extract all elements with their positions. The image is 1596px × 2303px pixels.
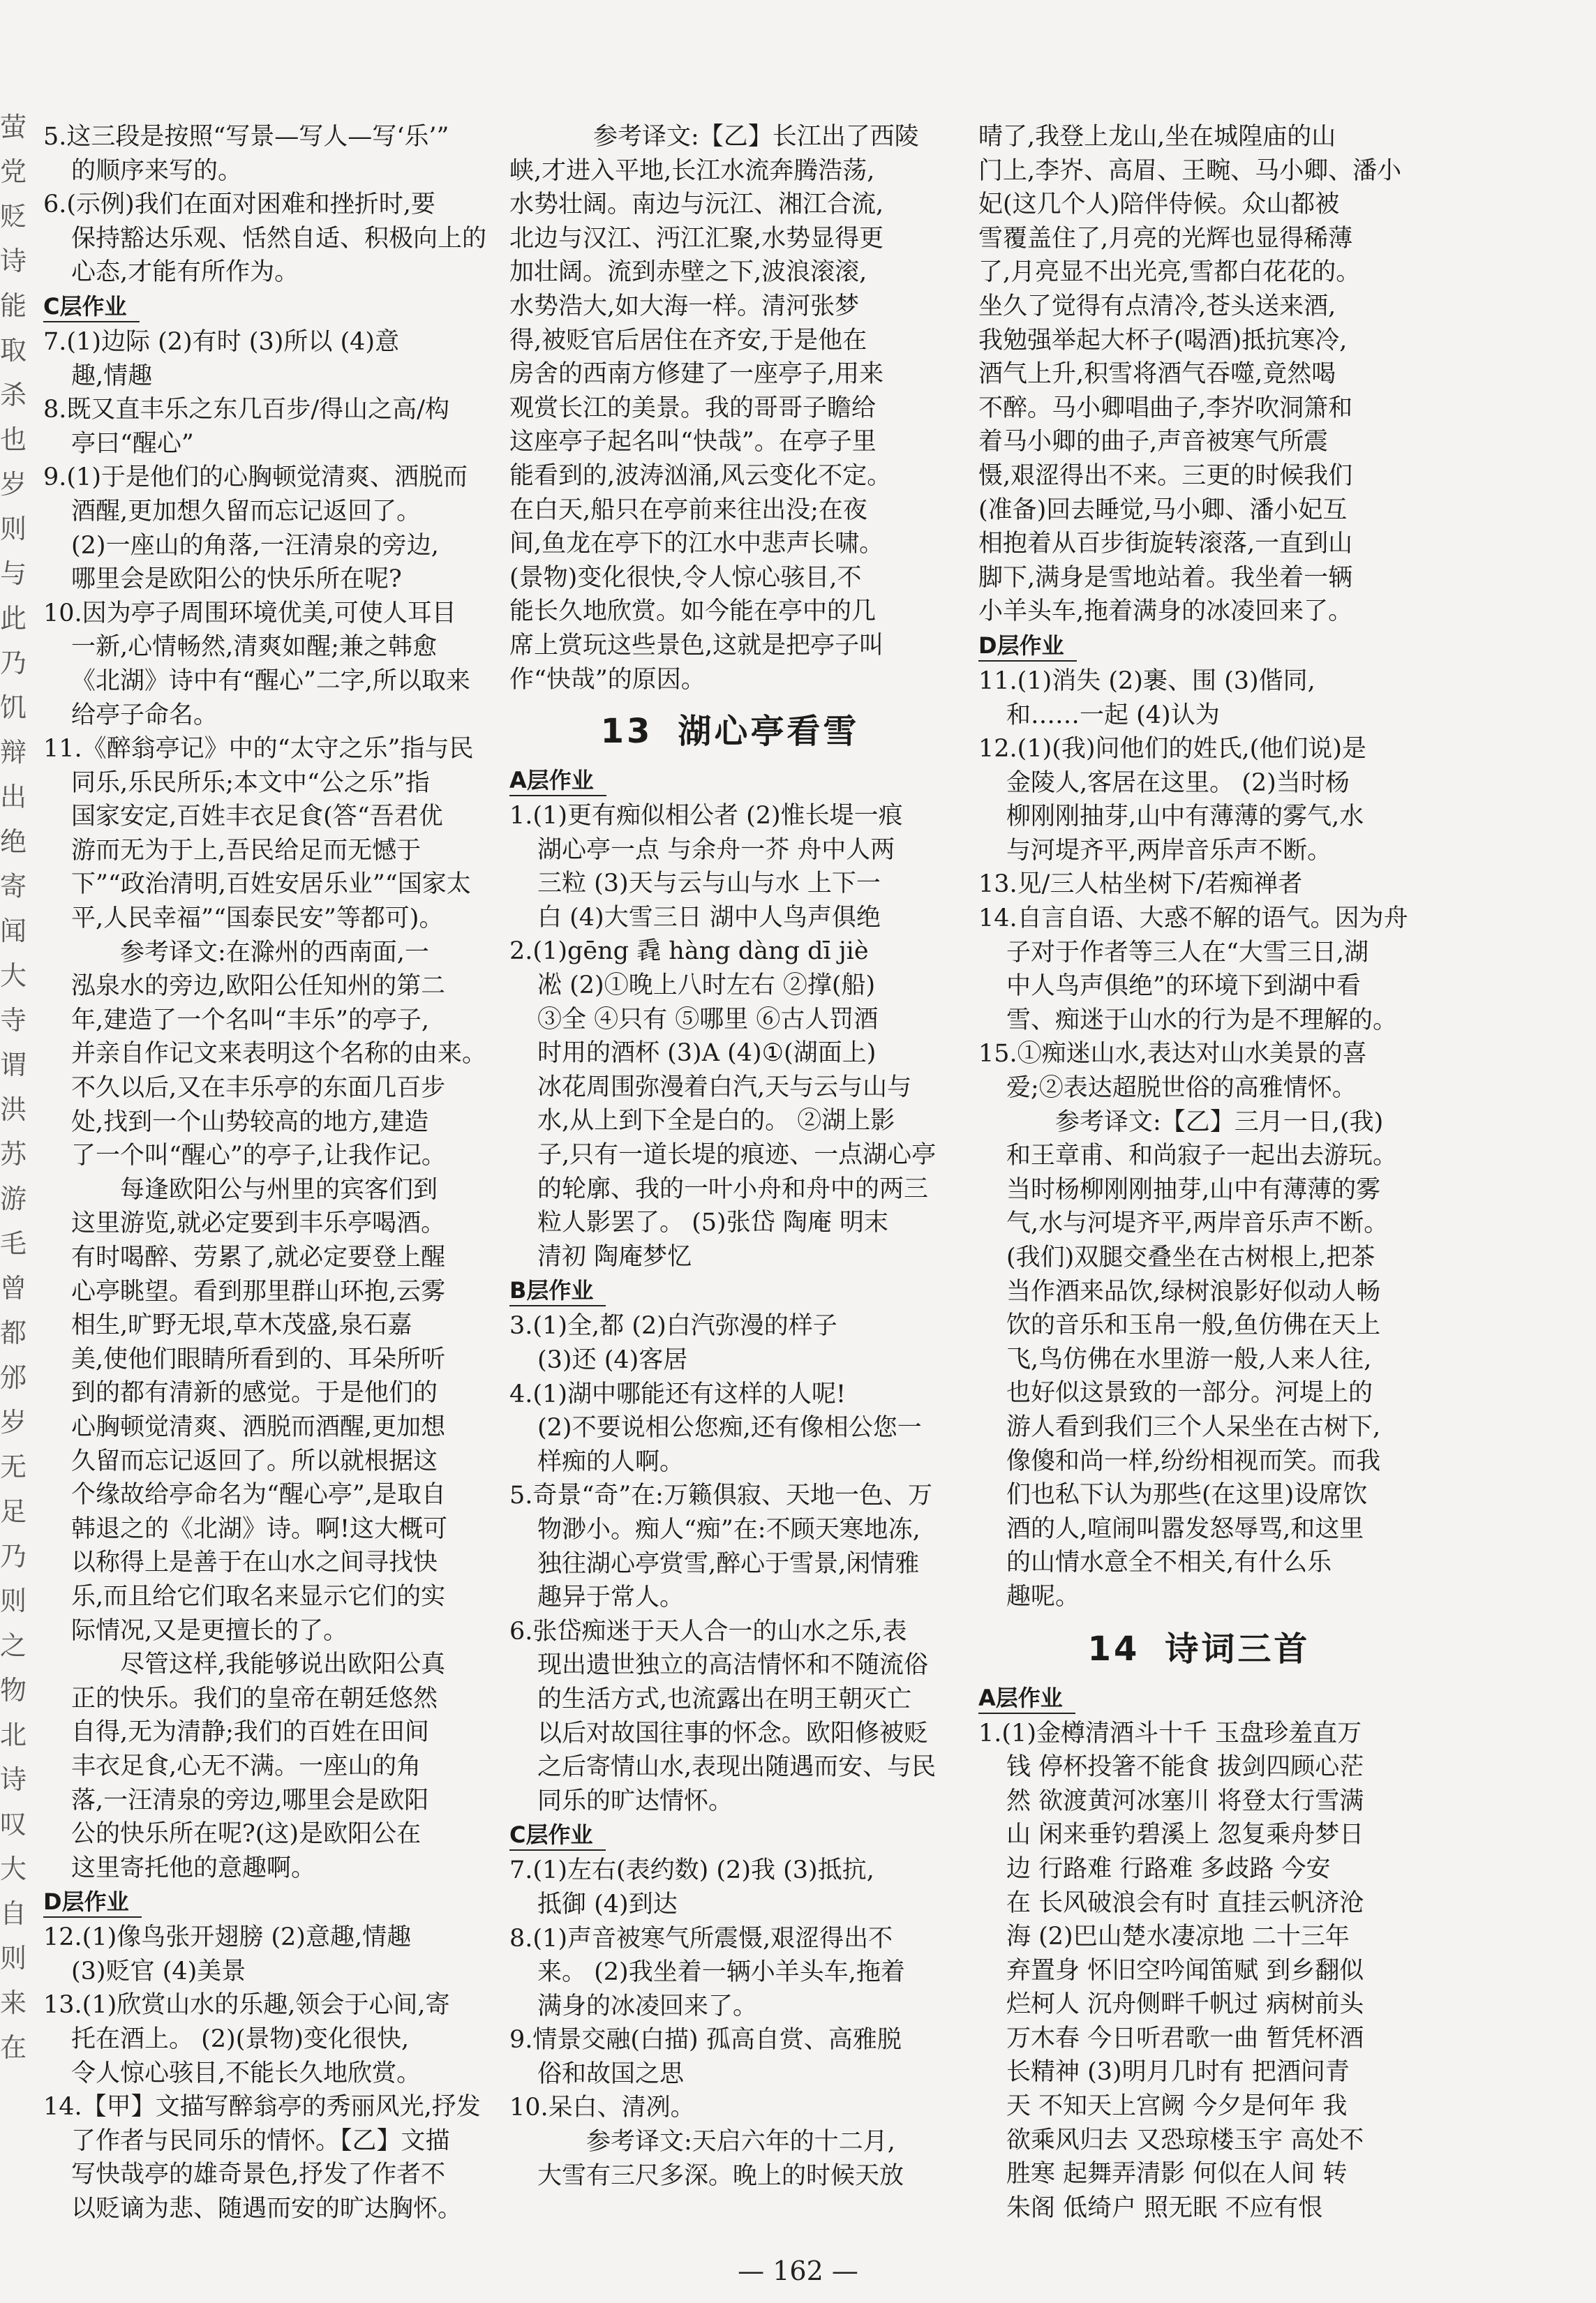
answer-line: 《北湖》诗中有“醒心”二字,所以取来	[71, 666, 470, 695]
translation-line: 久留而忘记返回了。所以就根据这	[71, 1447, 438, 1475]
answer-line: 写快哉亭的雄奇景色,抒发了作者不	[71, 2161, 446, 2189]
translation-line: 和王章甫、和尚寂子一起出去游玩。	[1006, 1142, 1398, 1170]
translation-line: 公的快乐所在呢?(这)是欧阳公在	[71, 1820, 422, 1849]
translation-line: 席上赏玩这些景色,这就是把亭子叫	[509, 631, 884, 659]
translation-line: 心胸顿觉清爽、洒脱而酒醒,更加想	[71, 1413, 446, 1441]
translation-line: 们也私下认为那些(在这里)设席饮	[1006, 1481, 1368, 1510]
answer-line: (3)贬官 (4)美景	[71, 1957, 246, 1985]
translation-line: 我勉强举起大杯子(喝酒)抵抗寒冷,	[978, 326, 1348, 355]
translation-line: 水势壮阔。南边与沅江、湘江合流,	[509, 191, 884, 219]
answer-column-middle	[509, 120, 950, 2193]
answer-line: 子,只有一道长堤的痕迹、一点湖心亭	[537, 1141, 937, 1170]
answer-line: 6.(示例)我们在面对困难和挫折时,要	[43, 191, 435, 219]
answer-line: 哪里会是欧阳公的快乐所在呢?	[71, 565, 402, 594]
answer-line: 酒醒,更加想久留而忘记返回了。	[71, 497, 422, 526]
translation-line: 参考译文:【乙】长江出了西陵	[593, 123, 919, 151]
translation-line: 美,使他们眼睛所看到的、耳朵所听	[71, 1345, 446, 1373]
answer-line: 11.《醉翁亭记》中的“太守之乐”指与民	[43, 735, 474, 763]
translation-line: 这里游览,就必定要到丰乐亭喝酒。	[71, 1209, 446, 1238]
translation-line: 尽管这样,我能够说出欧阳公真	[120, 1650, 446, 1679]
translation-line: 酒气上升,积雪将酒气吞噬,竟然喝	[978, 360, 1336, 389]
translation-line: 得,被贬官后居住在齐安,于是他在	[509, 326, 867, 355]
answer-line: 以后对故国往事的怀念。欧阳修被贬	[537, 1719, 929, 1747]
answer-line: 弃置身 怀旧空吟闻笛赋 到乡翻似	[1006, 1956, 1364, 1985]
answer-line: 水,从上到下全是白的。 ②湖上影	[537, 1107, 895, 1135]
translation-line: 也好似这景致的一部分。河堤上的	[1006, 1379, 1373, 1408]
answer-line: 长精神 (3)明月几时有 把酒问青	[1006, 2058, 1350, 2087]
translation-line: 参考译文:在滁州的西南面,一	[120, 938, 429, 967]
answer-line: 冰花周围弥漫着白汽,天与云与山与	[537, 1073, 912, 1101]
translation-line: 丰衣足食,心无不满。一座山的角	[71, 1752, 422, 1780]
answer-line: 保持豁达乐观、恬然自适、积极向上的	[71, 224, 487, 253]
translation-line: 饮的音乐和玉帛一般,鱼仿佛在天上	[1006, 1311, 1381, 1340]
answer-line: 在 长风破浪会有时 直挂云帆济沧	[1006, 1888, 1364, 1917]
lesson-number: 14	[1087, 1629, 1140, 1669]
answer-line: 心态,才能有所作为。	[71, 258, 299, 287]
translation-line: 韩退之的《北湖》诗。啊!这大概可	[71, 1514, 448, 1543]
answer-line: 9.(1)于是他们的心胸顿觉清爽、洒脱而	[43, 463, 468, 492]
translation-line: 年,建造了一个名叫“丰乐”的亭子,	[71, 1006, 430, 1034]
answer-line: 8.既又直丰乐之东几百步/得山之高/构	[43, 396, 449, 424]
answer-line: 万木春 今日听君歌一曲 暂凭杯酒	[1006, 2024, 1364, 2052]
answer-line: 然 欲渡黄河冰塞川 将登太行雪满	[1006, 1787, 1364, 1815]
translation-line: 参考译文:天启六年的十二月,	[586, 2128, 895, 2156]
answer-line: 14.【甲】文描写醉翁亭的秀丽风光,抒发	[43, 2093, 481, 2122]
translation-line: 以称得上是善于在山水之间寻找快	[71, 1549, 438, 1577]
translation-line: 落,一汪清泉的旁边,哪里会是欧阳	[71, 1786, 429, 1814]
answer-line: 趣异于常人。	[537, 1583, 685, 1612]
section-label-d: D层作业	[43, 1887, 142, 1918]
translation-line: 趣呢。	[1006, 1582, 1080, 1611]
answer-line: ③全 ④只有 ⑤哪里 ⑥古人罚酒	[537, 1005, 879, 1034]
translation-line: 坐久了觉得有点清冷,苍头送来酒,	[978, 292, 1336, 320]
answer-line: 7.(1)左右(表约数) (2)我 (3)抵抗,	[509, 1856, 874, 1885]
answer-line: 12.(1)像鸟张开翅膀 (2)意趣,情趣	[43, 1923, 412, 1952]
translation-line: 到的都有清新的感觉。于是他们的	[71, 1379, 438, 1408]
answer-line: 令人惊心骇目,不能长久地欣赏。	[71, 2059, 422, 2087]
translation-line: 个缘故给亭命名为“醒心亭”,是取自	[71, 1481, 446, 1510]
answer-line: 6.张岱痴迷于天人合一的山水之乐,表	[509, 1617, 907, 1646]
answer-line: 抵御 (4)到达	[537, 1890, 678, 1918]
translation-line: (准备)回去睡觉,马小卿、潘小妃互	[978, 495, 1348, 524]
answer-line: 5.这三段是按照“写景—写人—写‘乐’”	[43, 123, 449, 151]
answer-line: 的生活方式,也流露出在明王朝灭亡	[537, 1685, 912, 1713]
answer-line: 的轮廓、我的一叶小舟和舟中的两三	[537, 1175, 929, 1203]
translation-line: 间,鱼龙在亭下的江水中悲声长啸。	[509, 530, 884, 558]
answer-line: 9.情景交融(白描) 孤高自赏、高雅脱	[509, 2026, 902, 2055]
answer-line: 10.呆白、清冽。	[509, 2094, 695, 2122]
answer-line: 同乐的旷达情怀。	[537, 1787, 733, 1815]
translation-line: 了,月亮显不出光亮,雪都白花花的。	[978, 258, 1361, 287]
page-number: — 162 —	[738, 2256, 858, 2286]
translation-line: 正的快乐。我们的皇帝在朝廷悠然	[71, 1684, 438, 1713]
answer-line: 与河堤齐平,两岸音乐声不断。	[1006, 836, 1332, 865]
answer-line: 白 (4)大雪三日 湖中人鸟声俱绝	[537, 903, 881, 932]
answer-line: 物渺小。痴人“痴”在:不顾天寒地冻,	[537, 1515, 920, 1544]
answer-line: 下”“政治清明,百姓安居乐业”“国家太	[71, 870, 471, 899]
translation-line: 当作酒来品饮,绿树浪影好似动人畅	[1006, 1277, 1381, 1306]
translation-line: 酒的人,喧闹叫嚣发怒辱骂,和这里	[1006, 1514, 1364, 1543]
answer-line: (3)还 (4)客居	[537, 1346, 688, 1374]
answer-line: 中人鸟声俱绝”的环境下到湖中看	[1006, 972, 1361, 1001]
answer-line: 亭曰“醒心”	[71, 429, 194, 458]
translation-line: 泓泉水的旁边,欧阳公任知州的第二	[71, 972, 446, 1001]
translation-line: 妃(这几个人)陪伴侍候。众山都被	[978, 191, 1340, 219]
translation-line: (我们)双腿交叠坐在古树根上,把茶	[1006, 1244, 1375, 1272]
translation-line: 飞,鸟仿佛在水里游一般,人来人往,	[1006, 1345, 1372, 1373]
translation-line: 际情况,又是更擅长的了。	[71, 1616, 348, 1645]
section-label-a: A层作业	[509, 766, 606, 796]
answer-line: 爱;②表达超脱世俗的高雅情怀。	[1006, 1074, 1357, 1103]
translation-line: 像傻和尚一样,纷纷相视而笑。而我	[1006, 1447, 1381, 1475]
answer-line: 海 (2)巴山楚水凄凉地 二十三年	[1006, 1923, 1350, 1951]
lesson-number: 13	[600, 712, 653, 752]
answer-line: 凇 (2)①晚上八时左右 ②撑(船)	[537, 971, 876, 1000]
answer-line: 边 行路难 行路难 多歧路 今安	[1006, 1854, 1331, 1883]
translation-line: 这座亭子起名叫“快哉”。在亭子里	[509, 428, 877, 456]
translation-line: 并亲自作记文来表明这个名称的由来。	[71, 1040, 487, 1068]
translation-line: 大雪有三尺多深。晚上的时候天放	[537, 2161, 904, 2190]
answer-line: 1.(1)更有痴似相公者 (2)惟长堤一痕	[509, 802, 903, 830]
answer-line: 8.(1)声音被寒气所震慑,艰涩得出不	[509, 1924, 893, 1953]
translation-line: 着马小卿的曲子,声音被寒气所震	[978, 428, 1329, 456]
translation-line: 不久以后,又在丰乐亭的东面几百步	[71, 1074, 446, 1103]
answer-line: 给亭子命名。	[71, 701, 218, 729]
translation-line: 房舍的西南方修建了一座亭子,用来	[509, 360, 884, 389]
answer-line: 4.(1)湖中哪能还有这样的人呢!	[509, 1380, 847, 1408]
translation-line: 观赏长江的美景。我的哥哥子瞻给	[509, 394, 877, 422]
answer-line: 15.①痴迷山水,表达对山水美景的喜	[978, 1040, 1367, 1068]
translation-line: 北边与汉江、沔江汇聚,水势显得更	[509, 224, 884, 253]
translation-line: 了一个叫“醒心”的亭子,让我作记。	[71, 1142, 446, 1170]
translation-line: 相抱着从百步街旋转滚落,一直到山	[978, 530, 1353, 558]
answer-line: 清初 陶庵梦忆	[537, 1242, 692, 1271]
answer-line: 之后寄情山水,表现出随遇而安、与民	[537, 1753, 937, 1782]
answer-line: 粒人影罢了。 (5)张岱 陶庵 明末	[537, 1209, 888, 1237]
answer-line: 时用的酒杯 (3)A (4)①(湖面上)	[537, 1039, 877, 1068]
section-label-a: A层作业	[978, 1683, 1075, 1714]
translation-line: 在白天,船只在亭前来往出没;在夜	[509, 495, 867, 524]
answer-line: 国家安定,百姓丰衣足食(答“吾君优	[71, 803, 443, 831]
answer-line: 趣,情趣	[71, 362, 153, 390]
answer-line: 同乐,乐民所乐;本文中“公之乐”指	[71, 768, 430, 797]
answer-line: 山 闲来垂钓碧溪上 忽复乘舟梦日	[1006, 1821, 1364, 1849]
answer-line: 平,人民幸福”“国泰民安”等都可)。	[71, 904, 444, 933]
answer-line: 天 不知天上宫阙 今夕是何年 我	[1006, 2092, 1348, 2121]
translation-line: 作“快哉”的原因。	[509, 665, 706, 694]
translation-line: 不醉。马小卿唱曲子,李岕吹洞箫和	[978, 394, 1353, 422]
answer-line: 托在酒上。 (2)(景物)变化很快,	[71, 2025, 410, 2054]
answer-line: 7.(1)边际 (2)有时 (3)所以 (4)意	[43, 327, 400, 356]
answer-line: (2)不要说相公您痴,还有像相公您一	[537, 1414, 922, 1443]
answer-line: 钱 停杯投箸不能食 拔剑四顾心茫	[1006, 1753, 1364, 1782]
translation-line: 气,水与河堤齐平,两岸音乐声不断。	[1006, 1209, 1389, 1238]
answer-line: 和……一起 (4)认为	[1006, 701, 1220, 729]
answer-line: 欲乘风归去 又恐琼楼玉宇 高处不	[1006, 2126, 1364, 2154]
lesson-title	[978, 1618, 1419, 1680]
answer-line: 三粒 (3)天与云与山与水 上下一	[537, 870, 881, 898]
answer-line: 样痴的人啊。	[537, 1447, 685, 1476]
lesson-title	[509, 701, 950, 762]
answer-line: 13.(1)欣赏山水的乐趣,领会于心间,寄	[43, 1991, 450, 2020]
translation-line: 心亭眺望。看到那里群山环抱,云雾	[71, 1277, 446, 1306]
answer-line: 胜寒 起舞弄清影 何似在人间 转	[1006, 2160, 1348, 2189]
answer-line: 雪、痴迷于山水的行为是不理解的。	[1006, 1006, 1398, 1034]
answer-line: 柳刚刚抽芽,山中有薄薄的雾气,水	[1006, 803, 1364, 831]
translation-line: 每逢欧阳公与州里的宾客们到	[120, 1175, 438, 1204]
section-label-c: C层作业	[509, 1820, 606, 1851]
answer-line: 10.因为亭子周围环境优美,可使人耳目	[43, 599, 456, 627]
answer-line: 现出遗世独立的高洁情怀和不随流俗	[537, 1651, 929, 1680]
translation-line: 水势浩大,如大海一样。清河张梦	[509, 292, 860, 320]
section-label-c: C层作业	[43, 292, 140, 322]
translation-line: 慑,艰涩得出不来。三更的时候我们	[978, 461, 1353, 490]
translation-line: 峡,才进入平地,长江水流奔腾浩荡,	[509, 156, 875, 185]
translation-line: 相生,旷野无垠,草木茂盛,泉石嘉	[71, 1311, 412, 1340]
answer-line: 13.见/三人枯坐树下/若痴禅者	[978, 870, 1303, 899]
translation-line: 脚下,满身是雪地站着。我坐着一辆	[978, 563, 1353, 592]
lesson-name: 诗词三首	[1165, 1629, 1311, 1669]
translation-line: 雪覆盖住了,月亮的光辉也显得稀薄	[978, 224, 1353, 253]
answer-column-left	[43, 120, 487, 2226]
answer-line: 1.(1)金樽清酒斗十千 玉盘珍羞直万	[978, 1719, 1362, 1747]
answer-line: 一新,心情畅然,清爽如醒;兼之韩愈	[71, 633, 438, 662]
answer-line: 12.(1)(我)问他们的姓氏,(他们说)是	[978, 735, 1366, 763]
answer-column-right	[978, 120, 1419, 2225]
answer-line: 的顺序来写的。	[71, 156, 243, 185]
answer-line: 俗和故国之思	[537, 2059, 685, 2088]
adjacent-page-edge-text: 萤党 贬诗 能取 杀也 岁则 与此 乃饥 辩出 绝寄 闻大 寺谓 洪苏 游毛 曾都 邠岁 无足 乃则 之物 北诗 叹大 自则 来在	[0, 112, 27, 2063]
answer-line: 14.自言自语、大惑不解的语气。因为舟	[978, 904, 1408, 933]
answer-line: 了作者与民同乐的情怀。【乙】文描	[71, 2126, 450, 2155]
translation-line: 这里寄托他的意趣啊。	[71, 1854, 316, 1882]
translation-line: 小羊头车,拖着满身的冰凌回来了。	[978, 597, 1353, 626]
translation-line: 乐,而且给它们取名来显示它们的实	[71, 1582, 446, 1611]
translation-line: 能长久地欣赏。如今能在亭中的几	[509, 597, 877, 626]
section-label-b: B层作业	[509, 1276, 606, 1306]
answer-line: 游而无为于上,吾民给足而无憾于	[71, 836, 422, 865]
answer-line: 3.(1)全,都 (2)白汽弥漫的样子	[509, 1312, 837, 1341]
answer-line: 独往湖心亭赏雪,醉心于雪景,闲情雅	[537, 1549, 920, 1578]
answer-line: 烂柯人 沉舟侧畔千帆过 病树前头	[1006, 1990, 1364, 2019]
translation-line: 自得,无为清静;我们的百姓在田间	[71, 1718, 429, 1747]
answer-line: 来。 (2)我坐着一辆小羊头车,拖着	[537, 1958, 905, 1987]
translation-line: 门上,李岕、高眉、王畹、马小卿、潘小	[978, 156, 1402, 185]
translation-line: 有时喝醉、劳累了,就必定要登上醒	[71, 1244, 446, 1272]
translation-line: 处,找到一个山势较高的地方,建造	[71, 1108, 429, 1136]
translation-line: 的山情水意全不相关,有什么乐	[1006, 1549, 1332, 1577]
section-label-d: D层作业	[978, 631, 1077, 662]
answer-line: 金陵人,客居在这里。 (2)当时杨	[1006, 768, 1350, 797]
answer-line: 5.奇景“奇”在:万籁俱寂、天地一色、万	[509, 1482, 932, 1510]
answer-line: 子对于作者等三人在“大雪三日,湖	[1006, 938, 1369, 967]
answer-line: 满身的冰凌回来了。	[537, 1992, 758, 2020]
translation-line: (景物)变化很快,令人惊心骇目,不	[509, 563, 862, 592]
translation-line: 能看到的,波涛汹涌,风云变化不定。	[509, 461, 892, 490]
translation-line: 加壮阔。流到赤壁之下,波浪滚滚,	[509, 258, 867, 287]
translation-line: 游人看到我们三个人呆坐在古树下,	[1006, 1413, 1381, 1441]
translation-line: 晴了,我登上龙山,坐在城隍庙的山	[978, 123, 1336, 151]
translation-line: 参考译文:【乙】三月一日,(我)	[1055, 1108, 1384, 1136]
answer-line: 以贬谪为悲、随遇而安的旷达胸怀。	[71, 2195, 463, 2223]
answer-line: (2)一座山的角落,一汪清泉的旁边,	[71, 531, 439, 560]
answer-line: 朱阁 低绮户 照无眠 不应有恨	[1006, 2193, 1323, 2222]
answer-line: 湖心亭一点 与余舟一芥 舟中人两	[537, 835, 895, 864]
translation-line: 当时杨柳刚刚抽芽,山中有薄薄的雾	[1006, 1175, 1381, 1204]
answer-line: 2.(1)gēng 毳 hàng dàng dī jiè	[509, 937, 869, 966]
answer-line: 11.(1)消失 (2)裹、围 (3)偕同,	[978, 666, 1315, 695]
lesson-name: 湖心亭看雪	[678, 712, 860, 752]
